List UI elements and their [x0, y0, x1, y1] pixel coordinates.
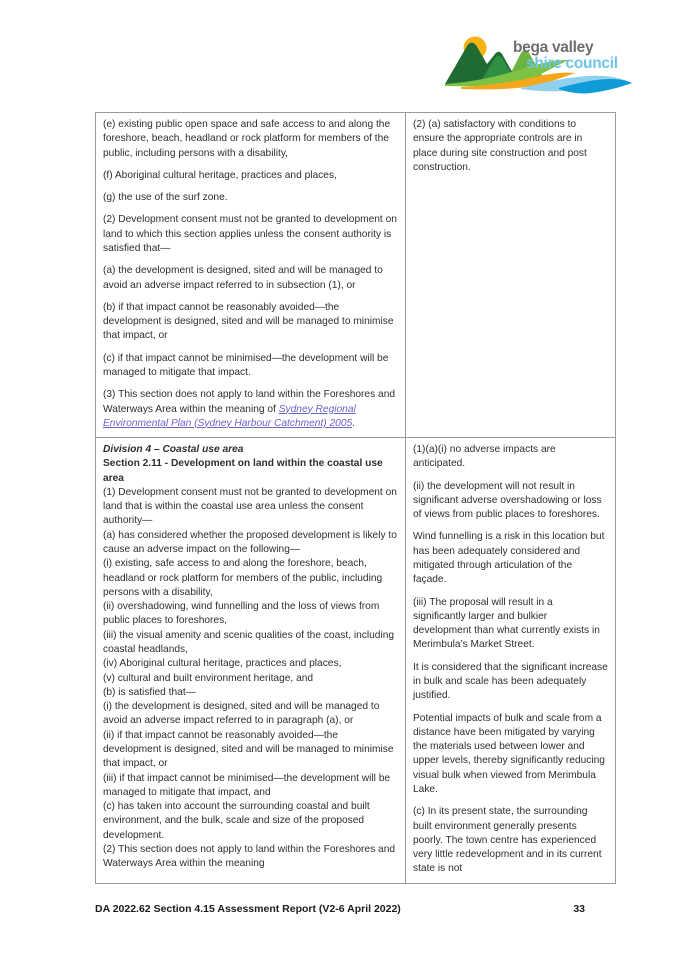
provision-paragraph: (i) the development is designed, sited and will be managed to avoid an adverse impact referred to in paragraph (a), or [103, 701, 380, 727]
comment-paragraph: (c) In its present state, the surrounding built environment generally presents poorly. The town centre has experienced very little redevelopment and in its current state is not [413, 806, 602, 875]
provision-paragraph: (b) is satisfied that— [103, 686, 196, 698]
comment-paragraph: It is considered that the significant increase in bulk and scale has been adequately justified. [413, 661, 608, 702]
provision-trail-text: . [352, 417, 355, 429]
comment-paragraph: (1)(a)(i) no adverse impacts are anticipated. [413, 444, 556, 470]
table-cell-provision [96, 113, 406, 438]
logo-wordmark [513, 40, 618, 72]
provision-paragraph: (v) cultural and built environment heritage, and [103, 672, 314, 684]
comment-paragraph: (ii) the development will not result in significant adverse overshadowing or loss of views from public places to foreshores. [413, 480, 602, 521]
assessment-table [95, 112, 616, 884]
provision-lead-text: (3) This section does not apply to land within the Foreshores and Waterways Area within the meaning of [103, 389, 396, 415]
provision-paragraph: (iv) Aboriginal cultural heritage, practices and places, [103, 658, 342, 670]
council-logo [443, 30, 633, 102]
logo-line-bega-valley: bega valley [513, 39, 594, 56]
table-cell-comment [406, 113, 616, 438]
section-heading: Section 2.11 - Development on land within the coastal use area [103, 458, 383, 484]
assessment-table-body [96, 113, 616, 884]
division-heading: Division 4 – Coastal use area [103, 444, 244, 456]
provision-paragraph: (iii) the visual amenity and scenic qualities of the coast, including coastal headlands, [103, 629, 395, 655]
provision-paragraph: (c) has taken into account the surrounding coastal and built environment, and the bulk, scale and size of the proposed development. [103, 801, 370, 841]
provision-paragraph-with-link [103, 388, 398, 431]
footer-document-title: DA 2022.62 Section 4.15 Assessment Report (V2-6 April 2022) [95, 903, 401, 915]
page-footer [95, 903, 585, 915]
provision-paragraph: (iii) if that impact cannot be minimised—the development will be managed to mitigate that impact, and [103, 772, 391, 798]
provision-paragraph: (f) Aboriginal cultural heritage, practices and places, [103, 169, 337, 181]
provision-paragraph: (2) This section does not apply to land within the Foreshores and Waterways Area within the meaning [103, 843, 396, 870]
provision-paragraph: (e) existing public open space and safe access to and along the foreshore, beach, headland or rock platform for members of the public, including persons with a disability, [103, 119, 391, 159]
comment-paragraph: (2) (a) satisfactory with conditions to ensure the appropriate controls are in place during site construction and post construction. [413, 119, 587, 173]
logo-line-shire-council: shire council [526, 54, 618, 72]
provision-paragraph: (g) the use of the surf zone. [103, 192, 228, 204]
provision-paragraph: (1) Development consent must not be granted to development on land that is within the coastal use area unless the consent authority— [103, 486, 397, 527]
table-cell-provision [96, 438, 406, 884]
table-row [96, 113, 616, 438]
page-header [0, 0, 675, 108]
comment-paragraph: (iii) The proposal will result in a significantly larger and bulkier development than what currently exists in Merimbula’s Market Street. [413, 596, 600, 651]
table-cell-comment [406, 438, 616, 884]
table-row [96, 438, 616, 884]
provision-paragraph: (2) Development consent must not be granted to development on land to which this section applies unless the consent authority is satisfied that— [103, 214, 397, 254]
provision-paragraph: (b) if that impact cannot be reasonably avoided—the development is designed, sited and will be managed to minimise that impact, or [103, 301, 394, 342]
sydney-regional-environmental-plan-link[interactable]: Sydney Regional Environmental Plan (Sydney Harbour Catchment) 2005 [103, 403, 356, 429]
provision-paragraph: (c) if that impact cannot be minimised—the development will be managed to mitigate that impact. [103, 352, 389, 378]
comment-paragraph: Potential impacts of bulk and scale from a distance have been mitigated by varying the materials used between lower and upper levels, thereby significantly reducing visual bulk when viewed from Merimbula Lake. [413, 712, 605, 795]
footer-page-number: 33 [573, 903, 585, 915]
provision-paragraph: (ii) overshadowing, wind funnelling and the loss of views from public places to foreshores, [103, 601, 380, 627]
provision-paragraph: (a) has considered whether the proposed development is likely to cause an adverse impact on the following— [103, 529, 397, 556]
provision-paragraph: (ii) if that impact cannot be reasonably avoided—the development is designed, sited and will be managed to minimise that impact, or [103, 729, 394, 770]
provision-paragraph: (i) existing, safe access to and along the foreshore, beach, headland or rock platform for members of the public, including persons with a disability, [103, 558, 383, 598]
provision-paragraph: (a) the development is designed, sited and will be managed to avoid an adverse impact referred to in subsection (1), or [103, 265, 383, 291]
comment-paragraph: Wind funnelling is a risk in this location but has been adequately considered and mitigated through articulation of the façade. [413, 531, 605, 586]
